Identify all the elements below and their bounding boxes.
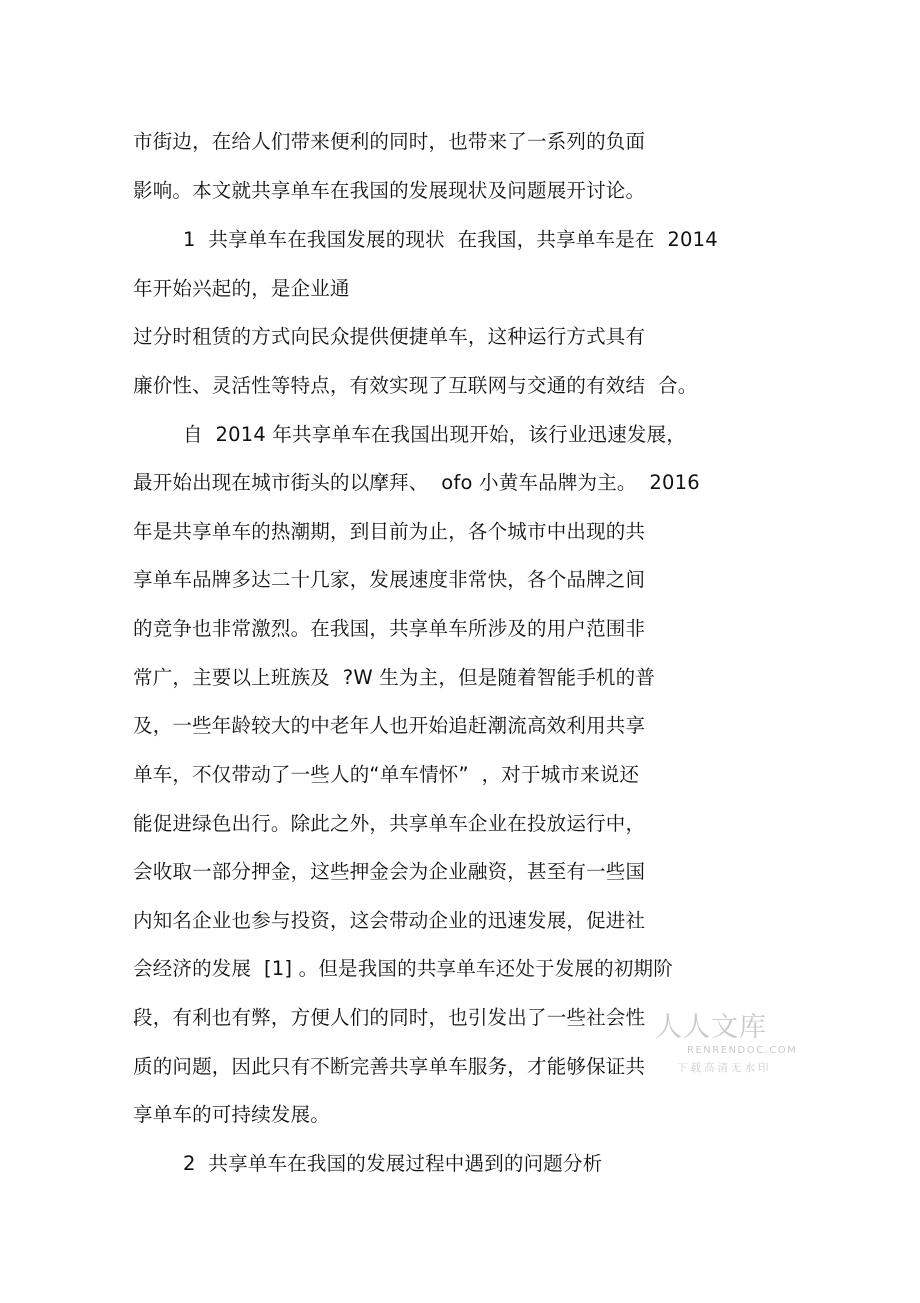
text-line: 年开始兴起的，是企业通 xyxy=(133,277,350,300)
watermark-brand: 人人文库 xyxy=(655,1012,767,1043)
text-line: 影响。本文就共享单车在我国的发展现状及问题展开讨论。 xyxy=(133,179,646,202)
text-line: 最开始出现在城市街头的以摩拜、 ofo 小黄车品牌为主。 2016 xyxy=(133,471,700,494)
text-line: 享单车品牌多达二十几家，发展速度非常快，各个品牌之间 xyxy=(133,568,646,591)
watermark-url: RENRENDOC.COM xyxy=(687,1045,798,1056)
watermark xyxy=(655,1012,798,1082)
text-line: 能促进绿色出行。除此之外，共享单车企业在投放运行中， xyxy=(133,812,646,835)
text-line: 过分时租赁的方式向民众提供便捷单车，这种运行方式具有 xyxy=(133,325,646,348)
text-line: 年是共享单车的热潮期，到目前为止，各个城市中出现的共 xyxy=(133,520,646,543)
watermark-slogan: 下载高清无水印 xyxy=(677,1062,772,1074)
text-line: 的竞争也非常激烈。在我国，共享单车所涉及的用户范围非 xyxy=(133,617,646,640)
text-line: 常广，主要以上班族及 ?W 生为主，但是随着智能手机的普 xyxy=(133,666,656,689)
text-line: 内知名企业也参与投资，这会带动企业的迅速发展，促进社 xyxy=(133,909,646,932)
section-heading-line: 1 共享单车在我国发展的现状 在我国，共享单车是在 2014 xyxy=(183,228,718,251)
text-line: 段，有利也有弊，方便人们的同时，也引发出了一些社会性 xyxy=(133,1006,646,1029)
text-line: 廉价性、灵活性等特点，有效实现了互联网与交通的有效结 合。 xyxy=(133,374,698,397)
text-line: 会收取一部分押金，这些押金会为企业融资，甚至有一些国 xyxy=(133,860,646,883)
section-heading-line: 2 共享单车在我国的发展过程中遇到的问题分析 xyxy=(183,1152,603,1175)
text-line: 单车，不仅带动了一些人的“单车情怀” ，对于城市来说还 xyxy=(133,763,640,786)
text-line: 市街边，在给人们带来便利的同时，也带来了一系列的负面 xyxy=(133,130,646,153)
text-line: 质的问题，因此只有不断完善共享单车服务，才能够保证共 xyxy=(133,1055,646,1078)
text-line: 会经济的发展 [1] 。但是我国的共享单车还处于发展的初期阶 xyxy=(133,957,673,980)
text-line: 享单车的可持续发展。 xyxy=(133,1103,331,1126)
text-line: 及，一些年龄较大的中老年人也开始追赶潮流高效利用共享 xyxy=(133,714,646,737)
text-line: 自 2014 年共享单车在我国出现开始，该行业迅速发展， xyxy=(183,423,687,446)
